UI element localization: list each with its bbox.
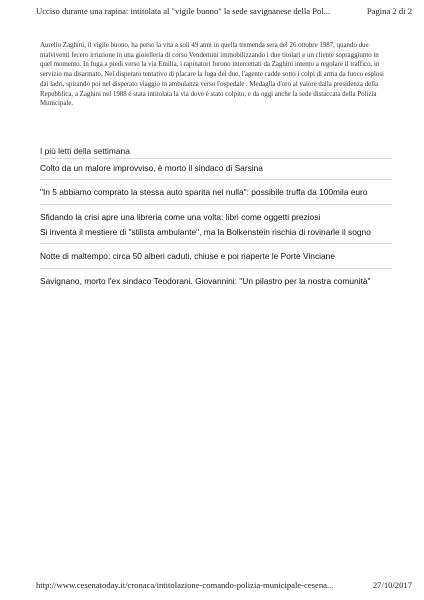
most-read-link-3[interactable]: Sfidando la crisi apre una libreria come una volta: libri come oggetti preziosi [40, 212, 321, 222]
most-read-link-2[interactable]: "In 5 abbiamo comprato la stessa auto sparita nel nulla": possibile truffa da 100mila euro [40, 187, 368, 197]
most-read-link-1[interactable]: Colto da un malore improvviso, è morto il sindaco di Sarsina [40, 163, 263, 173]
most-read-list [40, 159, 392, 287]
print-footer [36, 580, 412, 590]
most-read-link-5[interactable]: Notte di maltempo: circa 50 alberi caduti, chiuse e poi riaperte le Porte Vinciane [40, 251, 335, 261]
most-read-heading: I più letti della settimana [40, 146, 392, 159]
source-url: http://www.cesenatoday.it/cronaca/intitolazione-comando-polizia-municipale-cesena... [36, 580, 334, 590]
most-read-section [40, 146, 392, 287]
most-read-link-4[interactable]: Si inventa il mestiere di "stilista ambulante", ma la Bolkenstein rischia di rovinarle il sogno [40, 227, 371, 237]
article-body: Aurelio Zaghini, il vigile buono, ha perso la vita a soli 49 anni in quella tremenda sera del 26 ottobre 1987, quando due malviventi fecero irruzione in una gioielleria di corso Vendemini immobilizzando i due titolari e un cliente sopraggiunto in quel momento. In fuga a piedi verso la via Emilia, i rapinatori furono intercettati da Zaghini intento a regolare il traffico, in servizio ma disarmato. Nel disperato tentativo di placare la fuga dei due, l'agente cadde sotto i colpi di arma da fuoco esplosi dai ladri, spirando poi nel disperato viaggio in ambulanza verso l'ospedale . Medaglia d'oro al valore dalla presidenza della Repubblica, a Zaghini nel 1988 è stata intitolata la via dove è stato colpito, e da oggi anche la sede distaccata della Polizia Municipale. [40, 42, 384, 108]
print-date: 27/10/2017 [372, 580, 412, 590]
print-header [36, 6, 412, 16]
page-title: Ucciso durante una rapina: intitolata al "vigile buono" la sede savignanese della Pol... [36, 6, 331, 16]
most-read-link-6[interactable]: Savignano, morto l'ex sindaco Teodorani. Giovannini: "Un pilastro per la nostra comunità" [40, 276, 371, 286]
page-number: Pagina 2 di 2 [366, 6, 412, 16]
